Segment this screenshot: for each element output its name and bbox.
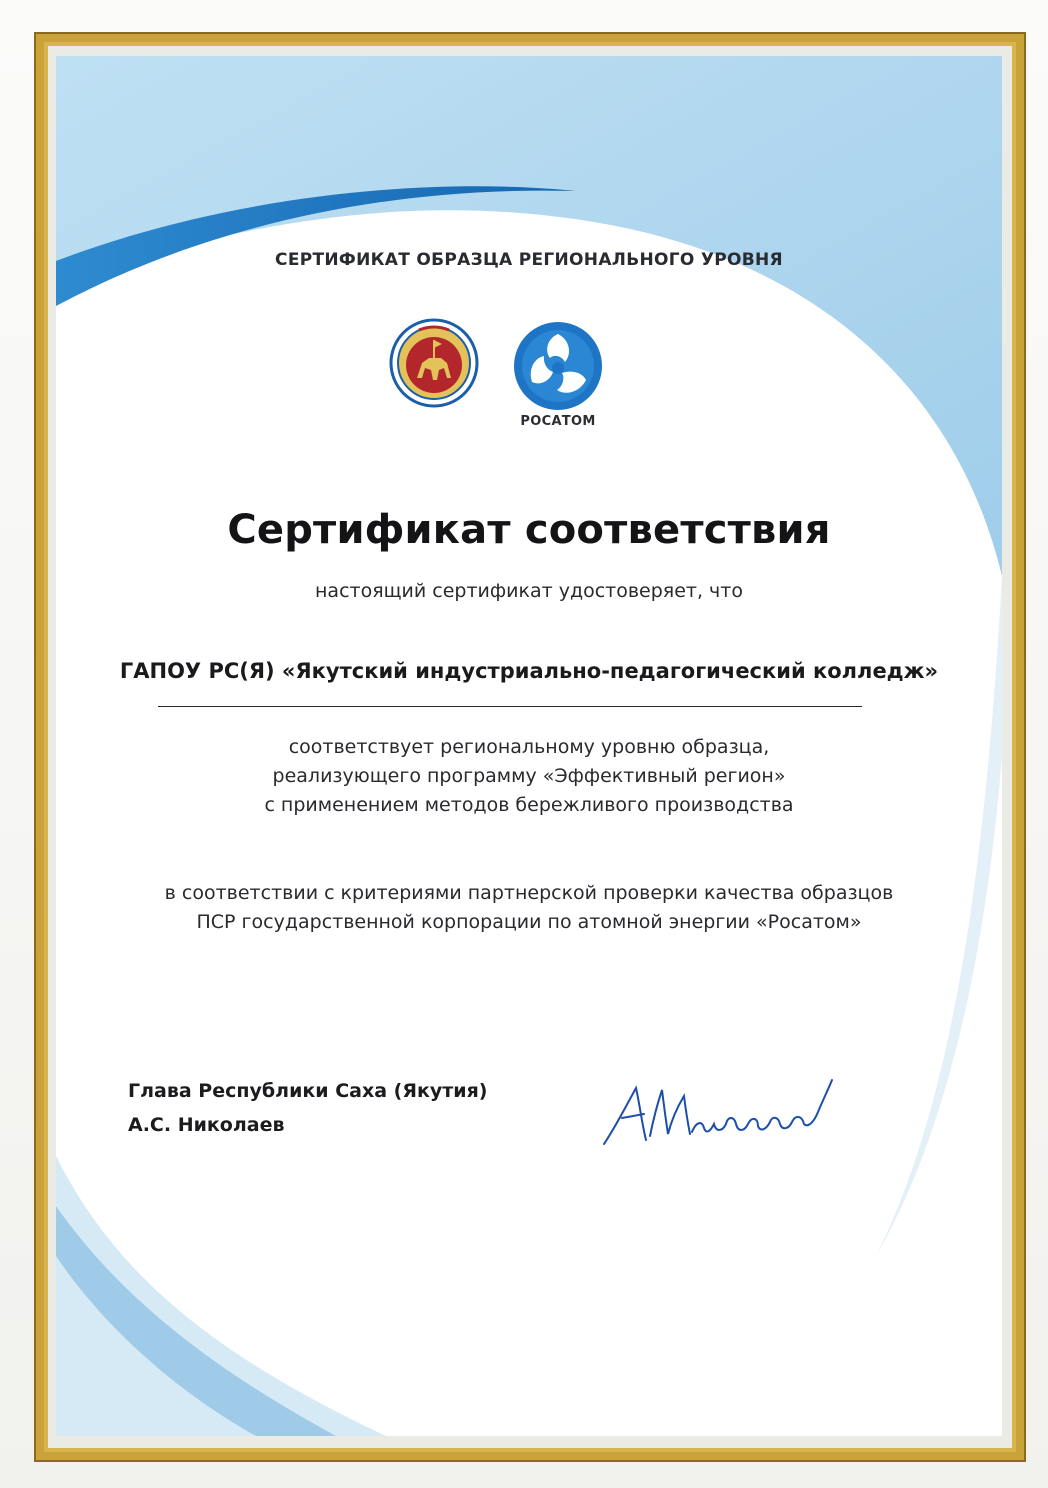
- certificate-supertitle: СЕРТИФИКАТ ОБРАЗЦА РЕГИОНАЛЬНОГО УРОВНЯ: [275, 250, 783, 270]
- certificate-title: Сертификат соответствия: [227, 507, 831, 553]
- handwritten-signature: [596, 1066, 856, 1156]
- compliance-paragraph: [56, 733, 1002, 820]
- signer-block: [128, 1074, 487, 1142]
- criteria-line: в соответствии с критериями партнерской проверки качества образцов: [164, 882, 894, 904]
- rosatom-logo-text: РОСАТОМ: [520, 414, 596, 429]
- compliance-line: с применением методов бережливого производства: [264, 794, 794, 816]
- organization-name: ГАПОУ РС(Я) «Якутский индустриально-педагогический колледж»: [119, 659, 939, 683]
- sakha-emblem-icon: [389, 318, 479, 408]
- compliance-line: реализующего программу «Эффективный регион»: [272, 765, 786, 787]
- organization-underline: [158, 706, 862, 707]
- compliance-line: соответствует региональному уровню образца,: [288, 736, 770, 758]
- certificate-sheet: [56, 56, 1002, 1436]
- signer-name: А.С. Николаев: [128, 1114, 285, 1136]
- rosatom-logo-icon: [510, 318, 606, 414]
- signer-position: Глава Республики Саха (Якутия): [128, 1080, 488, 1102]
- criteria-line: ПСР государственной корпорации по атомной энергии «Росатом»: [196, 911, 862, 933]
- certificate-subtitle: настоящий сертификат удостоверяет, что: [315, 580, 743, 602]
- criteria-paragraph: [56, 879, 1002, 937]
